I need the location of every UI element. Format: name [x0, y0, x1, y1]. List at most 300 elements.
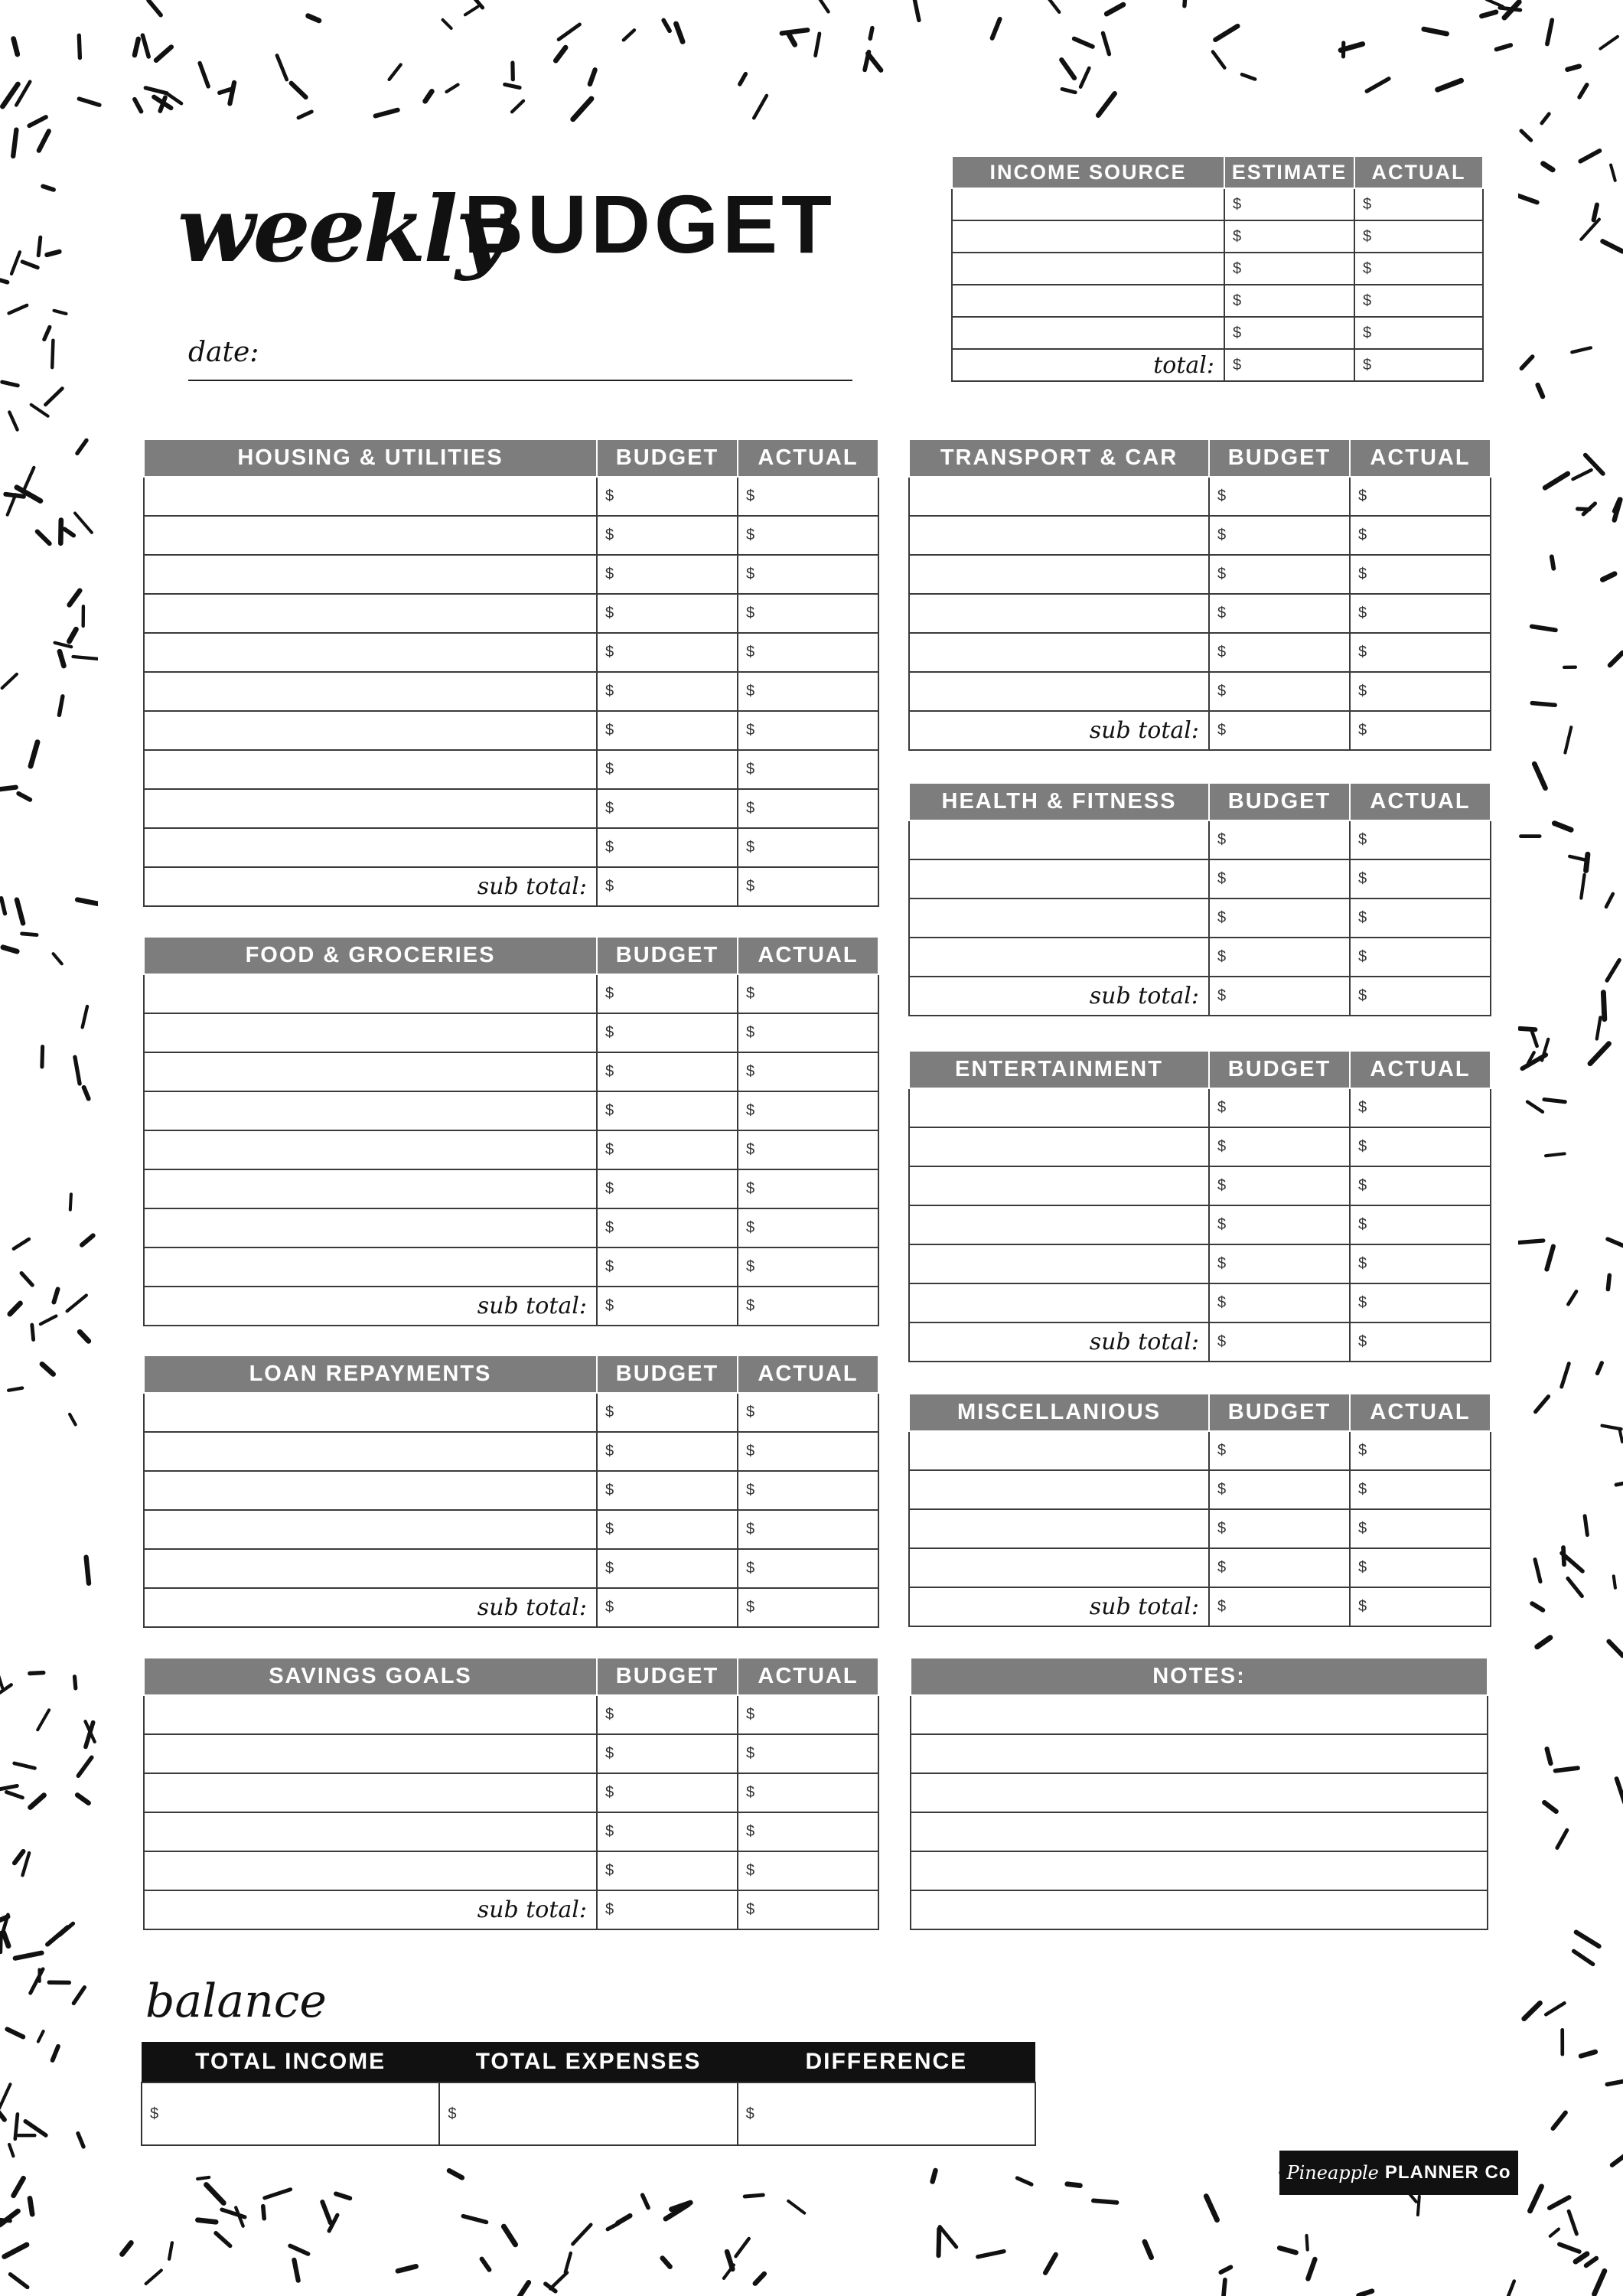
confetti-dash [1062, 89, 1075, 92]
confetti-dash [14, 2178, 24, 2196]
confetti-dash [0, 1786, 17, 1789]
currency-symbol: $ [1217, 987, 1227, 1004]
item-cell[interactable] [909, 633, 1209, 672]
income-source-cell[interactable] [952, 253, 1224, 285]
budget-cell[interactable] [597, 1013, 738, 1052]
item-cell[interactable] [909, 555, 1209, 594]
confetti-dash [1545, 474, 1568, 488]
currency-symbol: $ [605, 1404, 614, 1420]
item-cell[interactable] [144, 1549, 597, 1588]
budget-cell[interactable] [1209, 1088, 1350, 1127]
budget-cell[interactable] [1209, 633, 1350, 672]
subtotal-actual-cell[interactable] [1350, 711, 1491, 750]
confetti-dash [1612, 2152, 1623, 2165]
actual-cell[interactable] [738, 672, 878, 711]
currency-symbol: $ [1217, 1333, 1227, 1350]
actual-cell[interactable] [738, 1393, 878, 1432]
notes-row [911, 1851, 1488, 1890]
currency-symbol: $ [605, 1823, 614, 1840]
item-cell[interactable] [144, 974, 597, 1013]
income-actual-cell[interactable] [1354, 220, 1483, 253]
income-row [952, 285, 1483, 317]
actual-cell[interactable] [1350, 899, 1491, 938]
confetti-dash [1581, 875, 1584, 899]
actual-cell[interactable] [738, 1695, 878, 1734]
subtotal-budget-cell[interactable] [1209, 977, 1350, 1016]
item-cell[interactable] [144, 750, 597, 789]
confetti-dash [1093, 2200, 1117, 2203]
item-cell[interactable] [909, 1127, 1209, 1166]
budget-cell[interactable] [1209, 859, 1350, 899]
currency-symbol: $ [746, 1443, 755, 1459]
currency-symbol: $ [1358, 1333, 1367, 1350]
actual-cell[interactable] [1350, 555, 1491, 594]
subtotal-budget-cell[interactable] [597, 867, 738, 906]
income-actual-cell[interactable] [1354, 285, 1483, 317]
budget-cell[interactable] [597, 1510, 738, 1549]
confetti-dash [53, 2047, 58, 2060]
confetti-dash [52, 341, 53, 367]
actual-cell[interactable] [1350, 594, 1491, 633]
actual-cell[interactable] [1350, 672, 1491, 711]
currency-symbol: $ [1217, 1481, 1227, 1498]
subtotal-actual-cell[interactable] [738, 867, 878, 906]
actual-cell[interactable] [738, 1208, 878, 1247]
income-actual-cell[interactable] [1354, 253, 1483, 285]
budget-cell[interactable] [597, 1393, 738, 1432]
item-cell[interactable] [144, 1130, 597, 1169]
confetti-dash [1576, 1932, 1599, 1946]
subtotal-budget-cell[interactable] [597, 1588, 738, 1627]
confetti-dash [32, 1325, 34, 1339]
table-row [909, 1166, 1491, 1205]
item-cell[interactable] [144, 672, 597, 711]
balance-table [141, 2042, 1036, 2146]
subtotal-actual-cell[interactable] [1350, 1322, 1491, 1362]
budget-cell[interactable] [597, 1734, 738, 1773]
confetti-dash [398, 2266, 416, 2271]
currency-symbol: $ [605, 527, 614, 543]
confetti-dash [1552, 556, 1554, 568]
confetti-dash [1067, 2184, 1080, 2186]
currency-symbol: $ [1217, 683, 1227, 700]
item-cell[interactable] [144, 1695, 597, 1734]
actual-cell[interactable] [738, 1851, 878, 1890]
confetti-dash [15, 1953, 42, 1958]
currency-symbol: $ [605, 1599, 614, 1616]
item-cell[interactable] [909, 859, 1209, 899]
actual-cell[interactable] [738, 1091, 878, 1130]
currency-symbol: $ [745, 2105, 754, 2122]
income-source-header: INCOME SOURCE [952, 156, 1224, 188]
income-total-row [952, 349, 1483, 381]
actual-cell[interactable] [1350, 477, 1491, 516]
budget-cell[interactable] [1209, 477, 1350, 516]
total-expenses-cell[interactable] [439, 2082, 737, 2145]
item-cell[interactable] [144, 1851, 597, 1890]
budget-header: BUDGET [1209, 1394, 1350, 1431]
budget-cell[interactable] [1209, 672, 1350, 711]
budget-cell[interactable] [1209, 1127, 1350, 1166]
table-row [909, 672, 1491, 711]
item-cell[interactable] [144, 594, 597, 633]
budget-cell[interactable] [1209, 1166, 1350, 1205]
currency-symbol: $ [1217, 1520, 1227, 1537]
income-estimate-cell[interactable] [1224, 220, 1354, 253]
budget-cell[interactable] [1209, 594, 1350, 633]
confetti-dash [465, 7, 477, 15]
notes-line[interactable] [911, 1695, 1488, 1734]
budget-cell[interactable] [597, 750, 738, 789]
item-cell[interactable] [144, 711, 597, 750]
item-cell[interactable] [909, 516, 1209, 555]
subtotal-label: sub total: [909, 977, 1209, 1016]
budget-cell[interactable] [1209, 1205, 1350, 1244]
actual-cell[interactable] [1350, 1431, 1491, 1470]
notes-line[interactable] [911, 1773, 1488, 1812]
actual-cell[interactable] [1350, 1244, 1491, 1283]
income-estimate-cell[interactable] [1224, 317, 1354, 349]
budget-cell[interactable] [1209, 899, 1350, 938]
total-income-cell[interactable] [142, 2082, 439, 2145]
income-source-cell[interactable] [952, 188, 1224, 220]
item-cell[interactable] [909, 820, 1209, 859]
item-cell[interactable] [909, 672, 1209, 711]
confetti-dash [565, 2253, 571, 2272]
actual-cell[interactable] [738, 1130, 878, 1169]
item-cell[interactable] [144, 828, 597, 867]
notes-row [911, 1812, 1488, 1851]
budget-cell[interactable] [597, 1695, 738, 1734]
item-cell[interactable] [144, 1734, 597, 1773]
currency-symbol: $ [1217, 870, 1227, 887]
item-cell[interactable] [144, 477, 597, 516]
confetti-dash [1536, 1397, 1549, 1412]
income-actual-cell[interactable] [1354, 317, 1483, 349]
item-cell[interactable] [144, 1773, 597, 1812]
confetti-dash [41, 1316, 57, 1325]
item-cell[interactable] [144, 1393, 597, 1432]
budget-cell[interactable] [597, 1432, 738, 1471]
confetti-dash [1424, 29, 1447, 34]
actual-cell[interactable] [738, 1169, 878, 1208]
actual-cell[interactable] [738, 828, 878, 867]
actual-cell[interactable] [1350, 1509, 1491, 1548]
item-cell[interactable] [909, 477, 1209, 516]
budget-cell[interactable] [597, 672, 738, 711]
budget-cell[interactable] [597, 477, 738, 516]
confetti-dash [755, 2274, 764, 2284]
actual-cell[interactable] [738, 974, 878, 1013]
item-cell[interactable] [144, 1812, 597, 1851]
confetti-dash [727, 2252, 732, 2269]
budget-cell[interactable] [597, 594, 738, 633]
budget-cell[interactable] [597, 1812, 738, 1851]
budget-cell[interactable] [1209, 1509, 1350, 1548]
subtotal-budget-cell[interactable] [1209, 1322, 1350, 1362]
actual-cell[interactable] [738, 1734, 878, 1773]
item-cell[interactable] [144, 1013, 597, 1052]
actual-header: ACTUAL [1350, 439, 1491, 477]
currency-symbol: $ [1363, 259, 1372, 277]
budget-cell[interactable] [597, 1169, 738, 1208]
confetti-dash [15, 1763, 35, 1768]
confetti-dash [512, 101, 523, 112]
item-cell[interactable] [909, 1283, 1209, 1322]
confetti-dash [290, 2245, 308, 2254]
actual-cell[interactable] [1350, 1088, 1491, 1127]
subtotal-budget-cell[interactable] [597, 1890, 738, 1929]
confetti-dash [556, 47, 565, 60]
item-cell[interactable] [909, 1509, 1209, 1548]
section-title-header: MISCELLANIOUS [909, 1394, 1209, 1431]
confetti-dash [1538, 385, 1543, 396]
currency-symbol: $ [746, 1024, 755, 1041]
actual-cell[interactable] [738, 516, 878, 555]
confetti-dash [740, 74, 746, 84]
subtotal-label: sub total: [909, 711, 1209, 750]
budget-cell[interactable] [597, 1247, 738, 1287]
notes-line[interactable] [911, 1890, 1488, 1929]
subtotal-actual-cell[interactable] [1350, 1587, 1491, 1626]
item-cell[interactable] [144, 1169, 597, 1208]
item-cell[interactable] [144, 1432, 597, 1471]
confetti-dash [1534, 764, 1545, 788]
item-cell[interactable] [909, 1166, 1209, 1205]
confetti-dash [1045, 2255, 1056, 2273]
budget-cell[interactable] [597, 1052, 738, 1091]
actual-cell[interactable] [738, 594, 878, 633]
actual-cell[interactable] [1350, 859, 1491, 899]
confetti-dash [79, 35, 80, 57]
confetti-dash [663, 2258, 670, 2267]
income-total-cell[interactable] [1224, 349, 1354, 381]
budget-cell[interactable] [1209, 938, 1350, 977]
actual-cell[interactable] [738, 1812, 878, 1851]
confetti-dash [573, 2225, 592, 2244]
budget-cell[interactable] [1209, 516, 1350, 555]
currency-symbol: $ [605, 761, 614, 778]
item-cell[interactable] [144, 1510, 597, 1549]
confetti-dash [914, 0, 919, 20]
confetti-dash [1590, 1044, 1609, 1064]
actual-cell[interactable] [738, 1432, 878, 1471]
section-title-header: SAVINGS GOALS [144, 1658, 597, 1695]
actual-cell[interactable] [738, 1013, 878, 1052]
actual-cell[interactable] [738, 633, 878, 672]
item-cell[interactable] [909, 1431, 1209, 1470]
subtotal-budget-cell[interactable] [597, 1287, 738, 1326]
confetti-dash [1521, 131, 1531, 140]
confetti-dash [1521, 357, 1532, 368]
budget-cell[interactable] [597, 555, 738, 594]
item-cell[interactable] [909, 938, 1209, 977]
budget-cell[interactable] [597, 1471, 738, 1510]
actual-cell[interactable] [1350, 1470, 1491, 1509]
item-cell[interactable] [144, 633, 597, 672]
confetti-dash [788, 2201, 804, 2213]
actual-cell[interactable] [1350, 1283, 1491, 1322]
item-cell[interactable] [909, 594, 1209, 633]
currency-symbol: $ [1358, 1559, 1367, 1576]
confetti-dash [1580, 151, 1599, 161]
income-source-cell[interactable] [952, 220, 1224, 253]
confetti-dash [1608, 1239, 1623, 1247]
budget-cell[interactable] [1209, 555, 1350, 594]
confetti-dash [1557, 1830, 1567, 1848]
actual-cell[interactable] [1350, 820, 1491, 859]
confetti-dash [1359, 2291, 1373, 2296]
income-source-cell[interactable] [952, 317, 1224, 349]
confetti-dash [1530, 2187, 1542, 2211]
item-cell[interactable] [144, 789, 597, 828]
actual-cell[interactable] [738, 1549, 878, 1588]
actual-cell[interactable] [738, 1510, 878, 1549]
confetti-dash [1145, 2242, 1152, 2258]
item-cell[interactable] [144, 1052, 597, 1091]
actual-cell[interactable] [738, 750, 878, 789]
confetti-dash [148, 0, 161, 15]
actual-cell[interactable] [1350, 938, 1491, 977]
budget-cell[interactable] [597, 1091, 738, 1130]
actual-cell[interactable] [738, 555, 878, 594]
actual-cell[interactable] [1350, 516, 1491, 555]
actual-cell[interactable] [1350, 1166, 1491, 1205]
confetti-dash [15, 2114, 18, 2138]
budget-cell[interactable] [597, 1130, 738, 1169]
confetti-dash [67, 1296, 86, 1312]
actual-cell[interactable] [738, 1247, 878, 1287]
budget-cell[interactable] [1209, 1431, 1350, 1470]
actual-cell[interactable] [738, 1471, 878, 1510]
currency-symbol: $ [1358, 1177, 1367, 1194]
budget-cell[interactable] [597, 711, 738, 750]
confetti-dash [376, 110, 398, 116]
currency-symbol: $ [1363, 292, 1372, 309]
actual-header: ACTUAL [738, 937, 878, 974]
budget-cell[interactable] [597, 1208, 738, 1247]
budget-cell[interactable] [1209, 820, 1350, 859]
item-cell[interactable] [909, 1205, 1209, 1244]
actual-cell[interactable] [738, 1773, 878, 1812]
actual-cell[interactable] [1350, 633, 1491, 672]
subtotal-label: sub total: [144, 1890, 597, 1929]
item-cell[interactable] [144, 555, 597, 594]
budget-cell[interactable] [597, 633, 738, 672]
currency-symbol: $ [1217, 909, 1227, 926]
actual-cell[interactable] [1350, 1205, 1491, 1244]
difference-cell[interactable] [738, 2082, 1035, 2145]
table-row [144, 594, 878, 633]
subtotal-row [909, 711, 1491, 750]
actual-cell[interactable] [1350, 1548, 1491, 1587]
confetti-dash [77, 1795, 89, 1803]
actual-cell[interactable] [738, 477, 878, 516]
subtotal-actual-cell[interactable] [738, 1588, 878, 1627]
table-row [909, 594, 1491, 633]
income-actual-cell[interactable] [1354, 188, 1483, 220]
budget-header: BUDGET [597, 937, 738, 974]
actual-cell[interactable] [738, 711, 878, 750]
actual-header: ACTUAL [1350, 1394, 1491, 1431]
budget-cell[interactable] [1209, 1548, 1350, 1587]
notes-line[interactable] [911, 1812, 1488, 1851]
confetti-dash [992, 19, 1000, 38]
budget-cell[interactable] [597, 1773, 738, 1812]
actual-cell[interactable] [1350, 1127, 1491, 1166]
confetti-dash [80, 1332, 88, 1341]
budget-cell[interactable] [1209, 1470, 1350, 1509]
confetti-dash [1532, 703, 1555, 706]
table-row [909, 1127, 1491, 1166]
currency-symbol: $ [1217, 1099, 1227, 1116]
notes-line[interactable] [911, 1734, 1488, 1773]
table-row [144, 1695, 878, 1734]
budget-cell[interactable] [597, 828, 738, 867]
income-estimate-cell[interactable] [1224, 285, 1354, 317]
confetti-dash [54, 954, 62, 964]
confetti-dash [1537, 1638, 1550, 1647]
item-cell[interactable] [909, 1088, 1209, 1127]
subtotal-actual-cell[interactable] [738, 1890, 878, 1929]
item-cell[interactable] [144, 1247, 597, 1287]
budget-cell[interactable] [1209, 1283, 1350, 1322]
notes-row [911, 1734, 1488, 1773]
item-cell[interactable] [144, 1208, 597, 1247]
subtotal-row [144, 867, 878, 906]
income-table [951, 155, 1484, 382]
confetti-dash [2, 674, 17, 688]
table-row [909, 516, 1491, 555]
actual-cell[interactable] [738, 789, 878, 828]
confetti-dash [9, 2144, 13, 2156]
income-estimate-cell[interactable] [1224, 253, 1354, 285]
item-cell[interactable] [909, 1548, 1209, 1587]
income-source-cell[interactable] [952, 285, 1224, 317]
currency-symbol: $ [746, 1219, 755, 1236]
brand-text: PLANNER Co [1384, 2162, 1511, 2183]
income-total-cell[interactable] [1354, 349, 1483, 381]
budget-cell[interactable] [1209, 1244, 1350, 1283]
item-cell[interactable] [144, 516, 597, 555]
subtotal-budget-cell[interactable] [1209, 1587, 1350, 1626]
confetti-dash [230, 83, 234, 103]
date-input-line[interactable] [188, 380, 852, 381]
subtotal-actual-cell[interactable] [738, 1287, 878, 1326]
table-row [144, 828, 878, 867]
actual-cell[interactable] [738, 1052, 878, 1091]
item-cell[interactable] [909, 1470, 1209, 1509]
item-cell[interactable] [144, 1091, 597, 1130]
budget-cell[interactable] [597, 1851, 738, 1890]
item-cell[interactable] [909, 899, 1209, 938]
notes-line[interactable] [911, 1851, 1488, 1890]
budget-cell[interactable] [597, 516, 738, 555]
item-cell[interactable] [909, 1244, 1209, 1283]
income-estimate-cell[interactable] [1224, 188, 1354, 220]
budget-cell[interactable] [597, 789, 738, 828]
subtotal-actual-cell[interactable] [1350, 977, 1491, 1016]
budget-cell[interactable] [597, 1549, 738, 1588]
confetti-dash [1608, 1275, 1609, 1289]
page-title [178, 153, 866, 306]
notes-table [910, 1657, 1488, 1930]
budget-cell[interactable] [597, 974, 738, 1013]
item-cell[interactable] [144, 1471, 597, 1510]
title-script: weekly [178, 176, 506, 282]
subtotal-budget-cell[interactable] [1209, 711, 1350, 750]
currency-symbol: $ [1217, 1138, 1227, 1155]
